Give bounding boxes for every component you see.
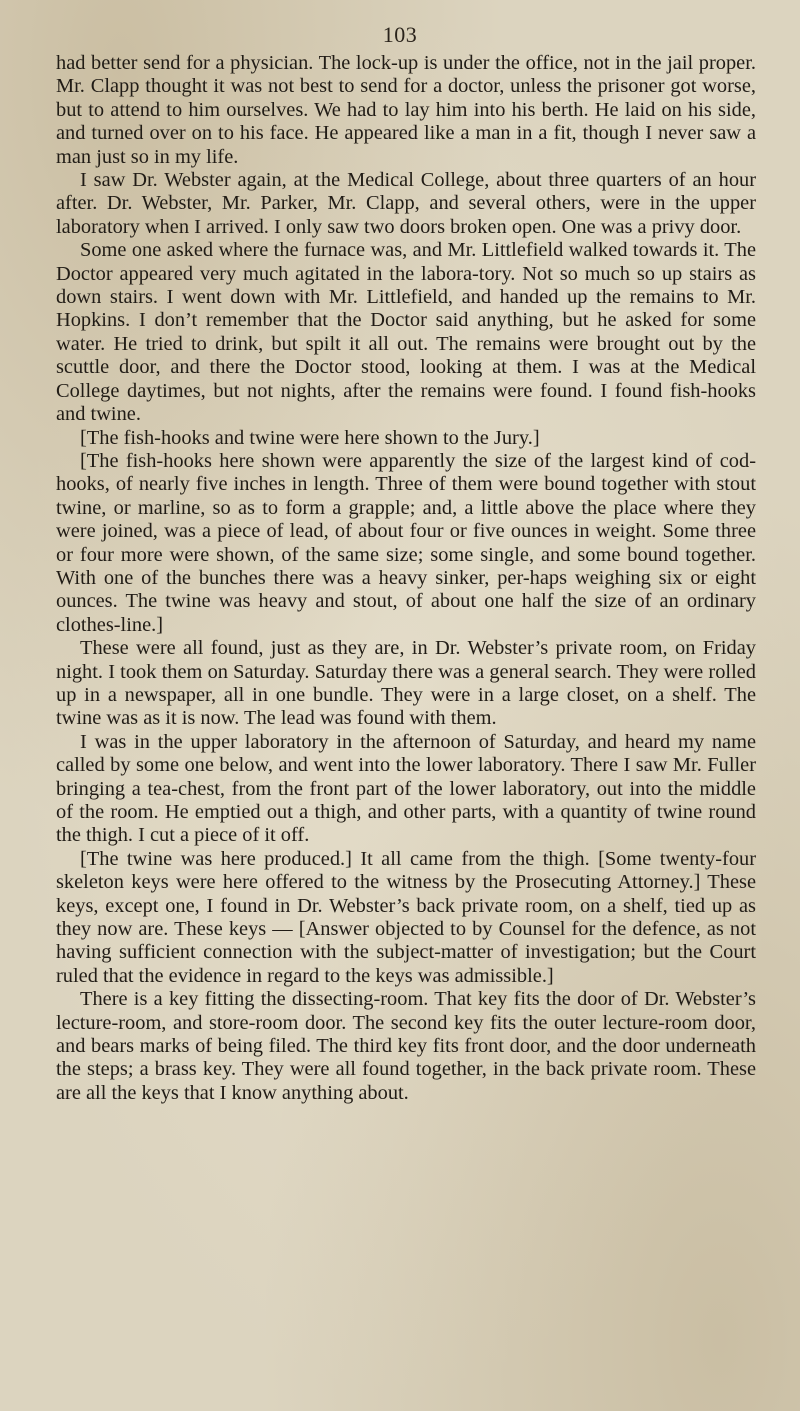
paragraph-bracketed-note: [The fish-hooks here shown were apparently the size of the largest kind of cod-hooks, of nearly five inches in length. Three of them were bound together with stout twine, or marline, so as to form a grapple; and, a little above the place where they were joined, was a piece of lead, of about four or five ounces in weight. Some three or four more were shown, of the same size; some single, and some bound together. With one of the bunches there was a heavy sinker, per-haps weighing six or eight ounces. The twine was heavy and stout, of about one half the size of an ordinary clothes-line.]: [56, 449, 756, 636]
page-number: 103: [382, 22, 418, 47]
paragraph: There is a key fitting the dissecting-room. That key fits the door of Dr. Webster’s lecture-room, and store-room door. The second key fits the outer lecture-room door, and bears marks of being filed. The third key fits front door, and the door underneath the steps; a brass key. They were all found together, in the back private room. These are all the keys that I know anything about.: [56, 988, 756, 1104]
body-text: [56, 52, 756, 1105]
paragraph: Some one asked where the furnace was, and Mr. Littlefield walked towards it. The Doctor appeared very much agitated in the labora-tory. Not so much so up stairs as down stairs. I went down with Mr. Littlefield, and handed up the remains to Mr. Hopkins. I don’t remember that the Doctor said anything, but he asked for some water. He tried to drink, but spilt it all out. The remains were brought out by the scuttle door, and there the Doctor stood, looking at them. I was at the Medical College daytimes, but not nights, after the remains were found. I found fish-hooks and twine.: [56, 239, 756, 426]
paragraph-bracketed-note: [The fish-hooks and twine were here shown to the Jury.]: [80, 426, 540, 449]
paragraph: I was in the upper laboratory in the afternoon of Saturday, and heard my name called by some one below, and went into the lower laboratory. There I saw Mr. Fuller bringing a tea-chest, from the front part of the lower laboratory, out into the middle of the room. He emptied out a thigh, and other parts, with a quantity of twine round the thigh. I cut a piece of it off.: [56, 730, 756, 847]
paragraph: I saw Dr. Webster again, at the Medical College, about three quarters of an hour after. Dr. Webster, Mr. Parker, Mr. Clapp, and several others, were in the upper laboratory when I arrived. I only saw two doors broken open. One was a privy door.: [56, 169, 756, 238]
paragraph: [The twine was here produced.] It all came from the thigh. [Some twenty-four skeleton keys were here offered to the witness by the Prosecuting Attorney.] These keys, except one, I found in Dr. Webster’s back private room, on a shelf, tied up as they now are. These keys — [Answer objected to by Counsel for the defence, as not having sufficient connection with the subject-matter of investigation; but the Court ruled that the evidence in regard to the keys was admissible.]: [56, 847, 756, 987]
paragraph: These were all found, just as they are, in Dr. Webster’s private room, on Friday night. I took them on Saturday. Saturday there was a general search. They were rolled up in a newspaper, all in one bundle. They were in a large closet, on a shelf. The twine was as it is now. The lead was found with them.: [56, 637, 756, 730]
paragraph-continuation: had better send for a physician. The lock-up is under the office, not in the jail proper. Mr. Clapp thought it was not best to send for a doctor, unless the prisoner got worse, but to attend to him ourselves. We had to lay him into his berth. He laid on his side, and turned over on to his face. He appeared like a man in a fit, though I never saw a man just so in my life.: [56, 52, 756, 168]
